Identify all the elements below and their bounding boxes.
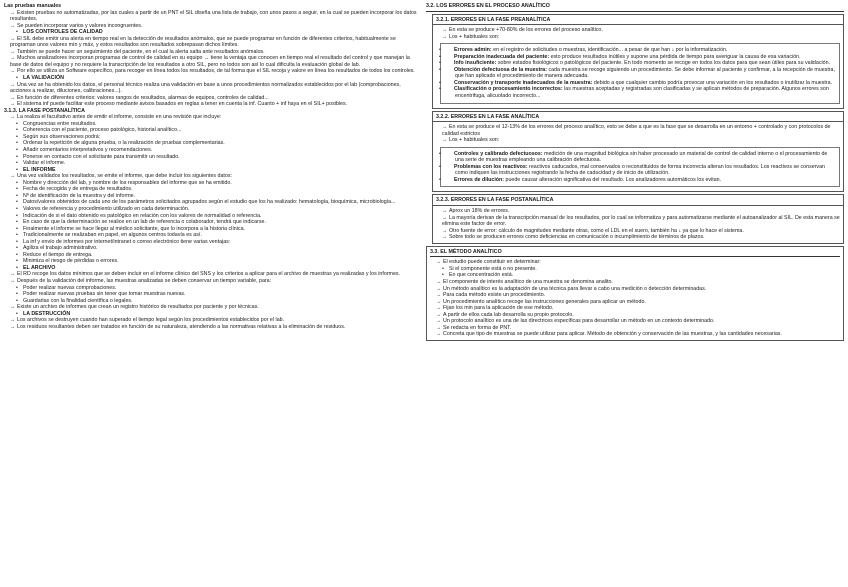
error-item-key: Obtención defectuosa de la muestra: xyxy=(454,66,548,73)
arrow-icon: → xyxy=(436,318,442,325)
list-item-text: Sobre todo se producen errores como deficiencias en comunicación o incumplimiento de términos de plazos. xyxy=(449,234,705,241)
box-preanalytic-errors xyxy=(432,14,844,109)
arrow-icon: → xyxy=(442,27,448,34)
error-item xyxy=(439,176,835,184)
list-item-text: Poder realizar nuevas pruebas sin tener que tomar muestras nuevas. xyxy=(23,291,186,298)
list-item-text: LA VALIDACIÓN xyxy=(23,75,64,82)
list-item-text: Para cada método existe un procedimiento. xyxy=(443,292,546,299)
section-analytic-method xyxy=(426,246,844,341)
arrow-icon: → xyxy=(10,81,16,88)
error-item xyxy=(439,66,835,80)
list-item-text: Los + habituales son: xyxy=(449,137,500,144)
arrow-icon: → xyxy=(10,317,16,324)
bullet-icon: • xyxy=(16,212,18,219)
error-item-key: Clasificación o procesamiento incorrectos: xyxy=(454,86,563,93)
list-item-text: Añadir comentarios interpretativos y recomendaciones. xyxy=(23,147,153,154)
section-title-postanalytic: 3.1.3. LA FASE POSTANALÍTICA xyxy=(4,107,85,114)
bullet-icon: • xyxy=(16,258,18,265)
list-item xyxy=(4,10,422,23)
bullet-icon: • xyxy=(16,264,18,271)
error-item xyxy=(439,86,835,100)
list-item-text: Se pueden incorporar varios y valores incongruentes. xyxy=(17,22,143,29)
list-item-text: Indicación de si el dato obtenido es patológico en relación con los valores de normalidad o referencia. xyxy=(23,212,262,219)
list-item-text: En esta se produce el 12-13% de los errores del proceso analítico, esto se debe a que es la fase que se desarrolla en un entorno + controlado y con protocolos de calidad estrictos xyxy=(442,124,831,137)
list-item-text: En que concentración está. xyxy=(449,272,514,279)
bullet-icon: • xyxy=(16,238,18,245)
bullet-icon: • xyxy=(16,291,18,298)
error-item-key: Errores admin: xyxy=(454,47,492,54)
list-item-text: EL INFORME xyxy=(23,166,56,173)
list-item-text: Reduce el tiempo de entrega. xyxy=(23,251,93,258)
list-item xyxy=(436,34,840,41)
bullet-icon: • xyxy=(439,176,441,183)
error-item-text: cada muestra se recoge siguiendo un procedimiento. Se debe informar al paciente y confirmar, a la recepción de muestra, que han aplicado el procedimiento de manera adecuada. xyxy=(455,66,835,80)
list-item xyxy=(4,36,422,49)
bullet-icon: • xyxy=(439,66,441,73)
box-title: 3.2.2. ERRORES EN LA FASE ANALÍTICA xyxy=(433,114,843,123)
bullet-icon: • xyxy=(439,79,441,86)
arrow-icon: → xyxy=(10,323,16,330)
arrow-icon: → xyxy=(10,271,16,278)
arrow-icon: → xyxy=(10,68,16,75)
bullet-icon: • xyxy=(16,192,18,199)
postanalytic-list xyxy=(4,114,422,330)
list-item xyxy=(4,101,422,108)
list-item-text: El estudio puede constituir en determinar: xyxy=(443,259,541,266)
list-item xyxy=(4,82,422,95)
list-item-text: Los archivos se destruyen cuando han superado el tiempo legal según los procedimientos establecidos por el lab. xyxy=(17,317,285,324)
list-item-text: Por ello se utiliza un Software específico, para recoger en línea todos los resultados, de tal forma que el SIL recoja y valore en línea los resultados de todos los controles. xyxy=(17,68,415,75)
list-item-text: Nombre y dirección del lab, y nombre de los responsables del informe que se ha emitido. xyxy=(23,179,232,186)
list-item-text: Un método analítico es la adaptación de una técnica para llevar a cabo una medición o detección determinadas. xyxy=(443,285,707,292)
bullet-icon: • xyxy=(439,86,441,93)
bullet-icon: • xyxy=(16,160,18,167)
error-item-key: Problemas con los reactivos: xyxy=(454,163,528,170)
error-item-text: medición de una magnitud biológica sin haber procesado un material de control de calidad interno o el procesamiento de una serie de muestras empleando una calibración defectuosa. xyxy=(455,150,828,164)
list-item-text: Ordenar la repetición de alguna prueba, o la realización de pruebas complementarias. xyxy=(23,140,225,147)
list-item-text: También se puede hacer un seguimiento del paciente, en el cual la alerta salta ante resultados anómalos. xyxy=(17,48,265,55)
list-item-text: LOS CONTROLES DE CALIDAD xyxy=(23,29,103,36)
error-items xyxy=(440,147,840,188)
arrow-icon: → xyxy=(442,214,448,221)
list-item-text: Tradicionalmente se realizaban en papel, en algunos centros todavía es así. xyxy=(23,232,202,239)
divider xyxy=(426,11,844,12)
error-item xyxy=(439,163,835,177)
list-item xyxy=(436,124,840,137)
list-item-text: Una vez se ha obtenido los datos, el personal técnico realiza una validación en base a unos procedimientos normalizados establecidos por el lab (comprobaciones, acciones a realizar, diluciones, calibraciones...). xyxy=(10,81,401,95)
list-item-text: Después de la validación del informe, las muestras analizadas se deben conservar un tiempo variable, para: xyxy=(17,277,272,284)
list-item-text: Otro fuente de error: cálculo de magnitudes mediante otras, como el LDL en el suero, también ha ↓ ya que lo hace el sistema. xyxy=(449,227,744,234)
bullet-icon: • xyxy=(16,225,18,232)
arrow-icon: → xyxy=(10,114,16,121)
error-item-key: Info insuficiente: xyxy=(454,60,497,67)
manual-tests-list xyxy=(4,10,422,108)
error-items xyxy=(440,43,840,103)
error-item-text: sobre estados fisiológicos o patológicos del paciente. En todo momento se recoge en todos los datos para que sean útiles para su validación. xyxy=(496,60,831,67)
arrow-icon: → xyxy=(436,292,442,299)
arrow-icon: → xyxy=(442,124,448,131)
list-item xyxy=(436,215,840,228)
list-item-text: Valores de referencia y procedimiento utilizado en cada determinación. xyxy=(23,205,190,212)
list-item-text: Congruencias entre resultados. xyxy=(23,120,97,127)
right-column xyxy=(426,3,844,584)
error-item-text: en el registro de solicitudes o muestras, identificación... a pesar de que han ↓ por la informatización. xyxy=(491,47,728,54)
error-item-text: las muestras aceptadas y registradas son clasificadas y se aplican métodos de preparación. Algunos errores son encentrifuga, alicuotado incorrecto... xyxy=(455,86,829,100)
bullet-icon: • xyxy=(16,29,18,36)
list-item-text: Coherencia con el paciente, proceso patológico, historial analítico... xyxy=(23,127,182,134)
arrow-icon: → xyxy=(10,94,16,101)
error-item-key: Controles y calibrado defectuosos: xyxy=(454,150,543,157)
box-intro xyxy=(436,27,840,40)
list-item-text: Fecha de recogida y de entrega de resultados. xyxy=(23,186,133,193)
arrow-icon: → xyxy=(436,298,442,305)
list-item xyxy=(436,137,840,144)
bullet-icon: • xyxy=(16,140,18,147)
list-item-text: LA DESTRUCCIÓN xyxy=(23,310,71,317)
method-list xyxy=(430,259,840,338)
arrow-icon: → xyxy=(10,101,16,108)
list-item-text: EL ARCHIVO xyxy=(23,264,56,271)
bullet-icon: • xyxy=(16,310,18,317)
arrow-icon: → xyxy=(442,208,448,215)
error-item-text: reactivos caducados, mal conservados o reconstituidos de forma incorrecta alteran los resultados. Los reactivos se conservan como indiquen las instrucciones registrando la fecha de caducidad y de inicio de utilización. xyxy=(455,163,825,177)
list-item-text: El SIL debe emitir una alerta en tiempo real en la detección de resultados anómalos, que se puede programar en función de diferentes criterios, habitualmente se programan unos valores mín y máx, y estos resultados son resultados sobrepasan dichos límites. xyxy=(10,35,396,49)
box-title: 3.2.1. ERRORES EN LA FASE PREANALÍTICA xyxy=(433,17,843,26)
bullet-icon: • xyxy=(16,166,18,173)
bullet-icon: • xyxy=(16,284,18,291)
bullet-icon: • xyxy=(16,251,18,258)
list-item-text: El RD recoge los datos mínimos que se deben incluir en el informe clínico del SNS y los criterios a aplicar para el archivo de muestras ya realizadas y los informes. xyxy=(17,271,401,278)
list-item-text: Si el componente está o no presente. xyxy=(449,265,537,272)
bullet-icon: • xyxy=(16,219,18,226)
bullet-icon: • xyxy=(439,53,441,60)
list-item-text: Un procedimiento analítico recoge las instrucciones generales para aplicar un método. xyxy=(443,298,646,305)
list-item xyxy=(4,55,422,68)
bullet-icon: • xyxy=(16,205,18,212)
list-item xyxy=(4,324,422,331)
arrow-icon: → xyxy=(436,305,442,312)
bullet-icon: • xyxy=(439,47,441,54)
list-item-text: Existen pruebas no automatizadas, por las cuales a partir de un PNT el SIL diseña una lista de trabajo, con unos pasos a seguir, en la cual se pueden incorporar los datos resultantes. xyxy=(10,9,417,23)
bullet-icon: • xyxy=(439,163,441,170)
list-item-text: Nº de identificación de la muestra y del informe. xyxy=(23,192,136,199)
arrow-icon: → xyxy=(10,304,16,311)
arrow-icon: → xyxy=(436,259,442,266)
bullet-icon: • xyxy=(16,75,18,82)
left-column xyxy=(4,3,422,584)
error-item xyxy=(439,150,835,164)
section-title-manual-tests: Las pruebas manuales xyxy=(4,3,62,9)
list-item-text: Minimiza el riesgo de pérdidas o errores. xyxy=(23,258,119,265)
list-item-text: Agiliza el trabajo administrativo. xyxy=(23,245,98,252)
bullet-icon: • xyxy=(16,147,18,154)
list-item-text: Validar el informe. xyxy=(23,160,66,167)
bullet-icon: • xyxy=(16,186,18,193)
box-intro xyxy=(436,124,840,144)
box-analytic-errors xyxy=(432,111,844,193)
arrow-icon: → xyxy=(10,55,16,62)
list-item-text: A partir de ellos cada lab desarrolla su propio protocolo. xyxy=(443,311,574,318)
error-item-key: Conservación y transporte inadecuados de la muestra: xyxy=(454,79,593,86)
arrow-icon: → xyxy=(10,35,16,42)
list-item-text: El sistema inf puede facilitar este proceso mediante avisos basados en reglas a tener en cuenta la inf. Cuanto + inf haya en el SIL+ posibles. xyxy=(17,101,348,108)
divider xyxy=(430,256,840,257)
arrow-icon: → xyxy=(436,311,442,318)
list-item-text: Poder realizar nuevas comprobaciones. xyxy=(23,284,117,291)
arrow-icon: → xyxy=(436,331,442,338)
list-item xyxy=(436,234,840,241)
list-item-text: En caso de que la determinación se realice en un lab de referencia o colaborador, tendrá que indicarse. xyxy=(23,219,266,226)
arrow-icon: → xyxy=(442,234,448,241)
arrow-icon: → xyxy=(442,137,448,144)
arrow-icon: → xyxy=(436,324,442,331)
bullet-icon: • xyxy=(16,179,18,186)
section-title-method: 3.3. EL MÉTODO ANALÍTICO xyxy=(430,248,502,255)
list-item-text: Concreta que tipo de muestras se puede utilizar para aplicar. Método de obtención y conservación de las muestras, y las cantidades necesarias. xyxy=(443,331,782,338)
list-item-text: La realiza el facultativo antes de emitir el informe, consiste en una revisión que incluye: xyxy=(17,114,222,121)
arrow-icon: → xyxy=(10,9,16,16)
bullet-icon: • xyxy=(439,60,441,67)
list-item-text: Los residuos resultantes deben ser tratados en función de su naturaleza, atendiendo a las normativas relativas a la eliminación de residuos. xyxy=(17,323,346,330)
bullet-icon: • xyxy=(16,245,18,252)
arrow-icon: → xyxy=(442,33,448,40)
list-item-text: Finalmente el informe se hace llegar al médico solicitante, que lo incorpora a la historia clínica. xyxy=(23,225,245,232)
error-item-text: debido a que cualquier cambio podría provocar una variación en los resultados o inutilizar la muestra. xyxy=(592,79,833,86)
list-item-text: Los + habituales son: xyxy=(449,33,500,40)
arrow-icon: → xyxy=(10,277,16,284)
list-item-text: Se redacta en forma de PNT. xyxy=(443,324,512,331)
arrow-icon: → xyxy=(442,227,448,234)
list-item-text: En función de diferentes criterios: valores rangos de resultados, alarmas de equipos, controles de calidad... xyxy=(17,94,269,101)
list-item-text: Guardarlas con la finalidad científica o legales. xyxy=(23,297,133,304)
list-item-text: Existe un archivo de informes que crean un registro histórico de resultados por paciente y por técnicas. xyxy=(17,304,259,311)
bullet-icon: • xyxy=(16,153,18,160)
list-item-text: Ponerse en contacto con el solicitante para transmitir un resultado. xyxy=(23,153,180,160)
arrow-icon: → xyxy=(436,285,442,292)
list-item-text: La mayoría derivan de la transcripción manual de los resultados, por lo cual se informatiza y para automatizarse mediante el autoanalizador al SIL. De esta manera se elimina este factor de error. xyxy=(442,214,840,228)
arrow-icon: → xyxy=(10,173,16,180)
list-item-text: Un protocolo analítico es una de las directrices específicas para desarrollar un método en un contexto determinado. xyxy=(443,318,715,325)
arrow-icon: → xyxy=(10,48,16,55)
bullet-icon: • xyxy=(16,127,18,134)
bullet-icon: • xyxy=(442,272,444,279)
error-item-text: esto produce resultados inútiles y supone una pérdida de tiempo para averiguar la causa de esa variación. xyxy=(549,53,801,60)
section-title-errors: 3.2. LOS ERRORES EN EL PROCESO ANALÍTICO xyxy=(426,3,550,9)
arrow-icon: → xyxy=(10,22,16,29)
box-title: 3.2.3. ERRORES EN LA FASE POSTANALÍTICA xyxy=(433,197,843,206)
bullet-icon: • xyxy=(16,199,18,206)
list-item-text: Fijan los min para la aplicación de ese método. xyxy=(443,305,554,312)
list-item xyxy=(430,331,840,338)
bullet-icon: • xyxy=(439,150,441,157)
list-item-text: Aprox un 18% de errores. xyxy=(449,208,510,215)
error-item-key: Errores de dilución: xyxy=(454,176,505,183)
list-item-text: Una vez validados los resultados, se emite el informe, que debe incluir los siguientes datos: xyxy=(17,173,232,180)
box-intro xyxy=(436,208,840,241)
list-item-text: En esta se produce +70-80% de los errores del proceso analítico. xyxy=(449,27,603,34)
list-item-text: El componente de interés analítico de una muestra se denomina analito. xyxy=(443,278,613,285)
bullet-icon: • xyxy=(16,297,18,304)
list-item-text: Datos/valores obtenidos de cada uno de los parámetros solicitados agrupados según el estudio que los ha realizado: hematología, bioquímica, microbiología... xyxy=(23,199,396,206)
error-item-text: puede causar alteración significativa del resultado. Los analizadores automáticos los evitan. xyxy=(504,176,722,183)
arrow-icon: → xyxy=(436,278,442,285)
error-item-key: Preparación inadecuada del paciente: xyxy=(454,53,550,60)
bullet-icon: • xyxy=(442,265,444,272)
list-item-text: La inf y envío de informes por internet/intranet o correo electrónico tiene varias ventajas: xyxy=(23,238,231,245)
bullet-icon: • xyxy=(16,120,18,127)
box-postanalytic-errors xyxy=(432,194,844,243)
bullet-icon: • xyxy=(16,133,18,140)
list-item-text: Muchos analizadores incorporan programas de control de calidad en su equipo → tiene la ventaja que conocen en tiempo real el resultado del control y que manejan la base de datos del equipo y no requiere la transcripción de los resultados a otro SIL, pero no todos son así lo cual dificulta la evaluación global de lab. xyxy=(10,55,410,68)
list-item-text: Según sus observaciones podrá: xyxy=(23,133,101,140)
bullet-icon: • xyxy=(16,232,18,239)
